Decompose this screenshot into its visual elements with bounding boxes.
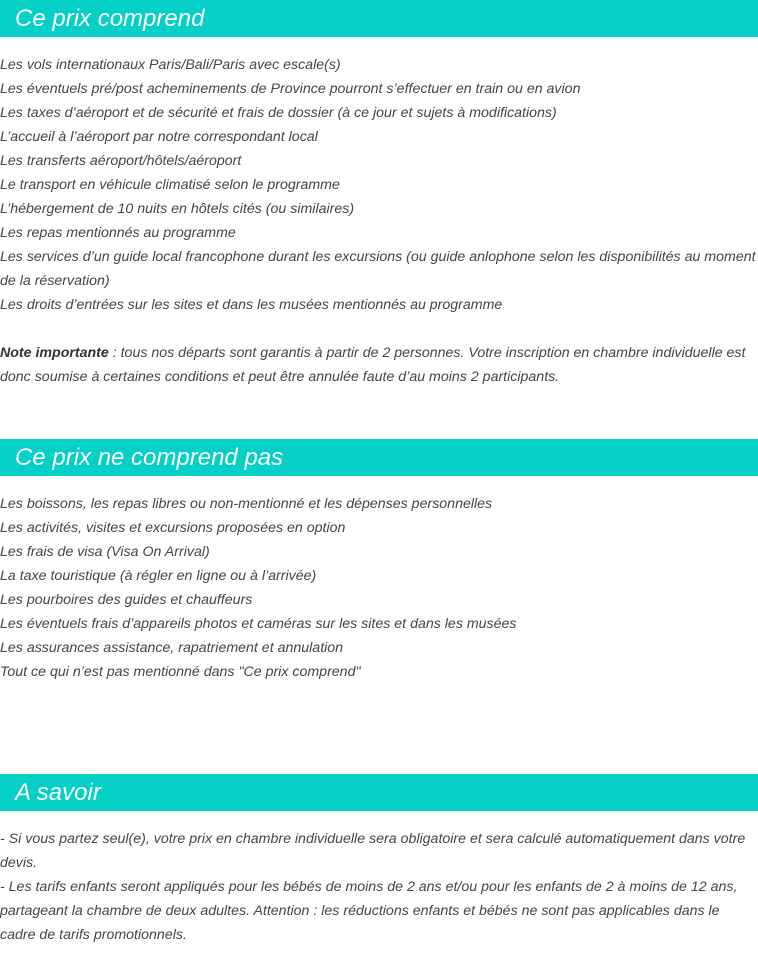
list-item: Les droits d’entrées sur les sites et dans les musées mentionnés au programme (0, 297, 503, 313)
list-item: Les éventuels pré/post acheminements de Province pourront s’effectuer en train ou en avion (0, 81, 581, 97)
list-item: L’accueil à l’aéroport par notre correspondant local (0, 129, 318, 145)
list-item: Tout ce qui n’est pas mentionné dans "Ce prix comprend" (0, 664, 361, 680)
list-item: Les éventuels frais d’appareils photos et caméras sur les sites et dans les musées (0, 616, 517, 632)
info-list (0, 827, 756, 947)
excludes-list (0, 492, 756, 684)
list-item: L’hébergement de 10 nuits en hôtels cités (ou similaires) (0, 201, 355, 217)
list-item: Les services d’un guide local francophone durant les excursions (ou guide anlophone selon les disponibilités au moment de la réservation) (0, 249, 756, 289)
list-item: Les taxes d’aéroport et de sécurité et frais de dossier (à ce jour et sujets à modifications) (0, 105, 557, 121)
list-item: Les frais de visa (Visa On Arrival) (0, 544, 210, 560)
includes-list (0, 53, 756, 317)
note-label: Note importante (0, 345, 109, 361)
list-item: Les vols internationaux Paris/Bali/Paris avec escale(s) (0, 57, 341, 73)
section-title-includes: Ce prix comprend (0, 0, 758, 37)
note-text: : tous nos départs sont garantis à partir de 2 personnes. Votre inscription en chambre individuelle est donc soumise à certaines conditions et peut être annulée faute d’au moins 2 participants. (0, 345, 746, 385)
list-item: Les boissons, les repas libres ou non-mentionné et les dépenses personnelles (0, 496, 493, 512)
section-title-excludes: Ce prix ne comprend pas (0, 439, 758, 476)
section-title-info: A savoir (0, 774, 758, 811)
list-item: Les repas mentionnés au programme (0, 225, 236, 241)
list-item: Le transport en véhicule climatisé selon le programme (0, 177, 340, 193)
list-item: Les assurances assistance, rapatriement et annulation (0, 640, 344, 656)
important-note (0, 341, 756, 389)
list-item: Les activités, visites et excursions proposées en option (0, 520, 346, 536)
list-item: - Si vous partez seul(e), votre prix en chambre individuelle sera obligatoire et sera calculé automatiquement dans votre devis. (0, 831, 746, 871)
list-item: - Les tarifs enfants seront appliqués pour les bébés de moins de 2 ans et/ou pour les enfants de 2 à moins de 12 ans, partageant la chambre de deux adultes. Attention : les réductions enfants et bébés ne sont pas applicables dans le cadre de tarifs promotionnels. (0, 879, 738, 943)
list-item: La taxe touristique (à régler en ligne ou à l’arrivée) (0, 568, 317, 584)
list-item: Les pourboires des guides et chauffeurs (0, 592, 253, 608)
list-item: Les transferts aéroport/hôtels/aéroport (0, 153, 242, 169)
